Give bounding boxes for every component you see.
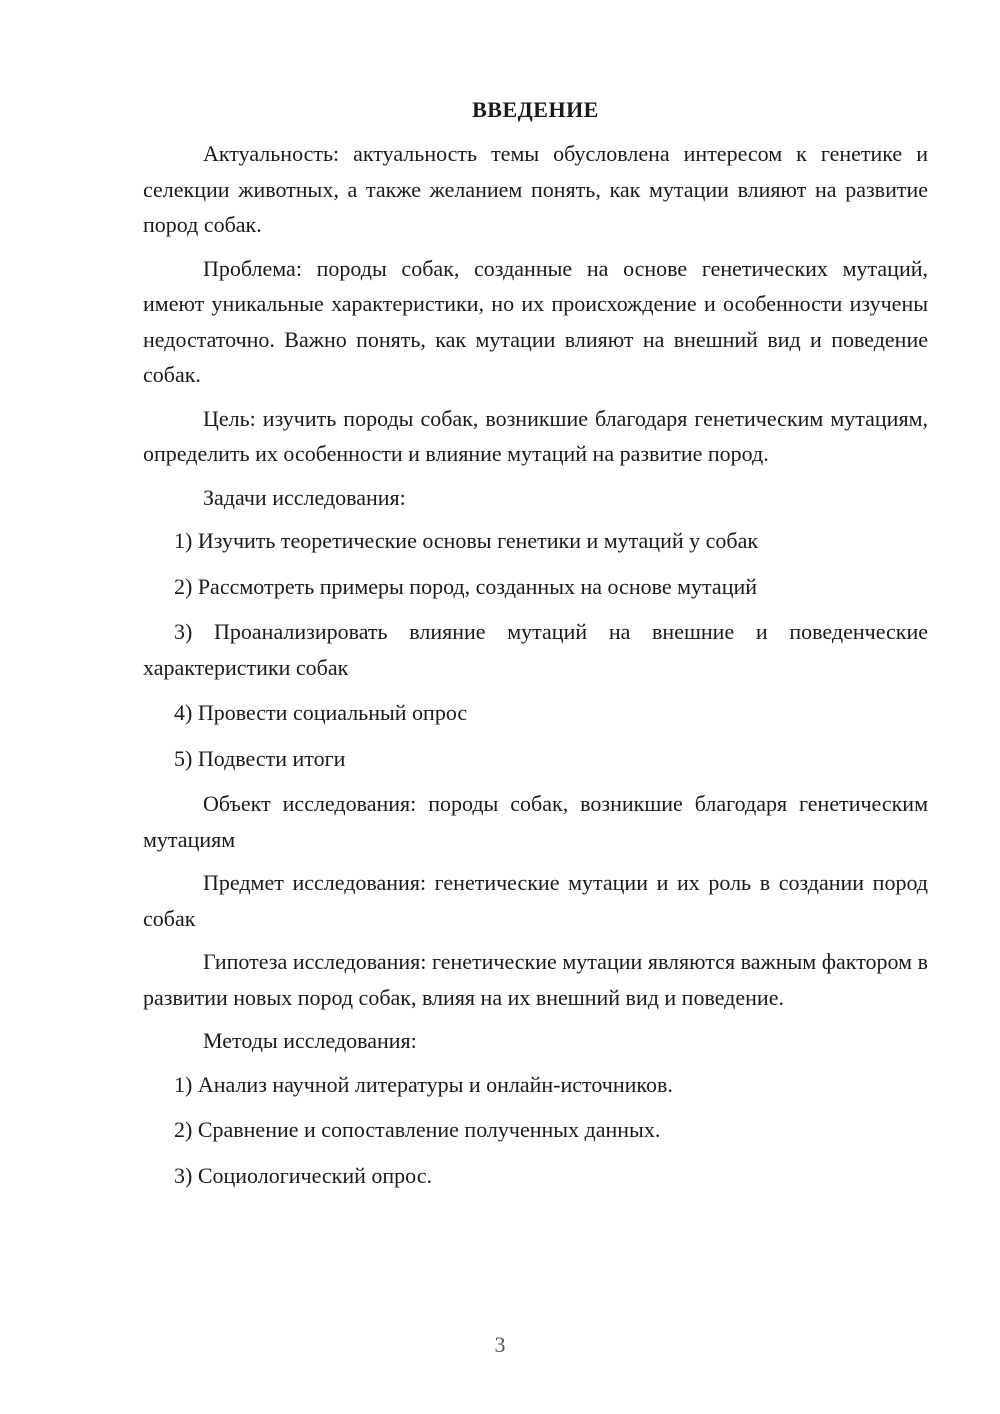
task-item: 1) Изучить теоретические основы генетики и мутаций у собак	[174, 528, 759, 553]
method-item: 3) Социологический опрос.	[174, 1162, 432, 1188]
problem-paragraph: Проблема: породы собак, созданные на основе генетических мутаций, имеют уникальные характеристики, но их происхождение и особенности изучены недостаточно. Важно понять, как мутации влияют на внешний вид и поведение собак.	[143, 255, 928, 387]
section-title: ВВЕДЕНИЕ	[472, 97, 599, 122]
methods-heading: Методы исследования:	[203, 1028, 417, 1053]
task-item: 5) Подвести итоги	[174, 745, 346, 771]
task-item: 2) Рассмотреть примеры пород, созданных на основе мутаций	[174, 573, 758, 599]
relevance-paragraph: Актуальность: актуальность темы обусловлена интересом к генетике и селекции животных, а также желанием понять, как мутации влияют на развитие пород собак.	[143, 141, 928, 237]
tasks-heading: Задачи исследования:	[203, 484, 406, 510]
task-item: 4) Провести социальный опрос	[174, 700, 468, 725]
task-item: 3) Проанализировать влияние мутаций на внешние и поведенческие характеристики собак	[143, 619, 928, 680]
method-item: 1) Анализ научной литературы и онлайн-источников.	[174, 1071, 673, 1097]
object-paragraph: Объект исследования: породы собак, возникшие благодаря генетическим мутациям	[143, 791, 928, 852]
page-number: 3	[494, 1332, 506, 1357]
goal-paragraph: Цель: изучить породы собак, возникшие благодаря генетическим мутациям, определить их особенности и влияние мутаций на развитие пород.	[143, 405, 928, 466]
method-item: 2) Сравнение и сопоставление полученных данных.	[174, 1117, 661, 1142]
hypothesis-paragraph: Гипотеза исследования: генетические мутации являются важным фактором в развитии новых пород собак, влияя на их внешний вид и поведение.	[143, 949, 928, 1010]
document-page	[143, 92, 928, 1203]
subject-paragraph: Предмет исследования: генетические мутации и их роль в создании пород собак	[143, 870, 928, 931]
